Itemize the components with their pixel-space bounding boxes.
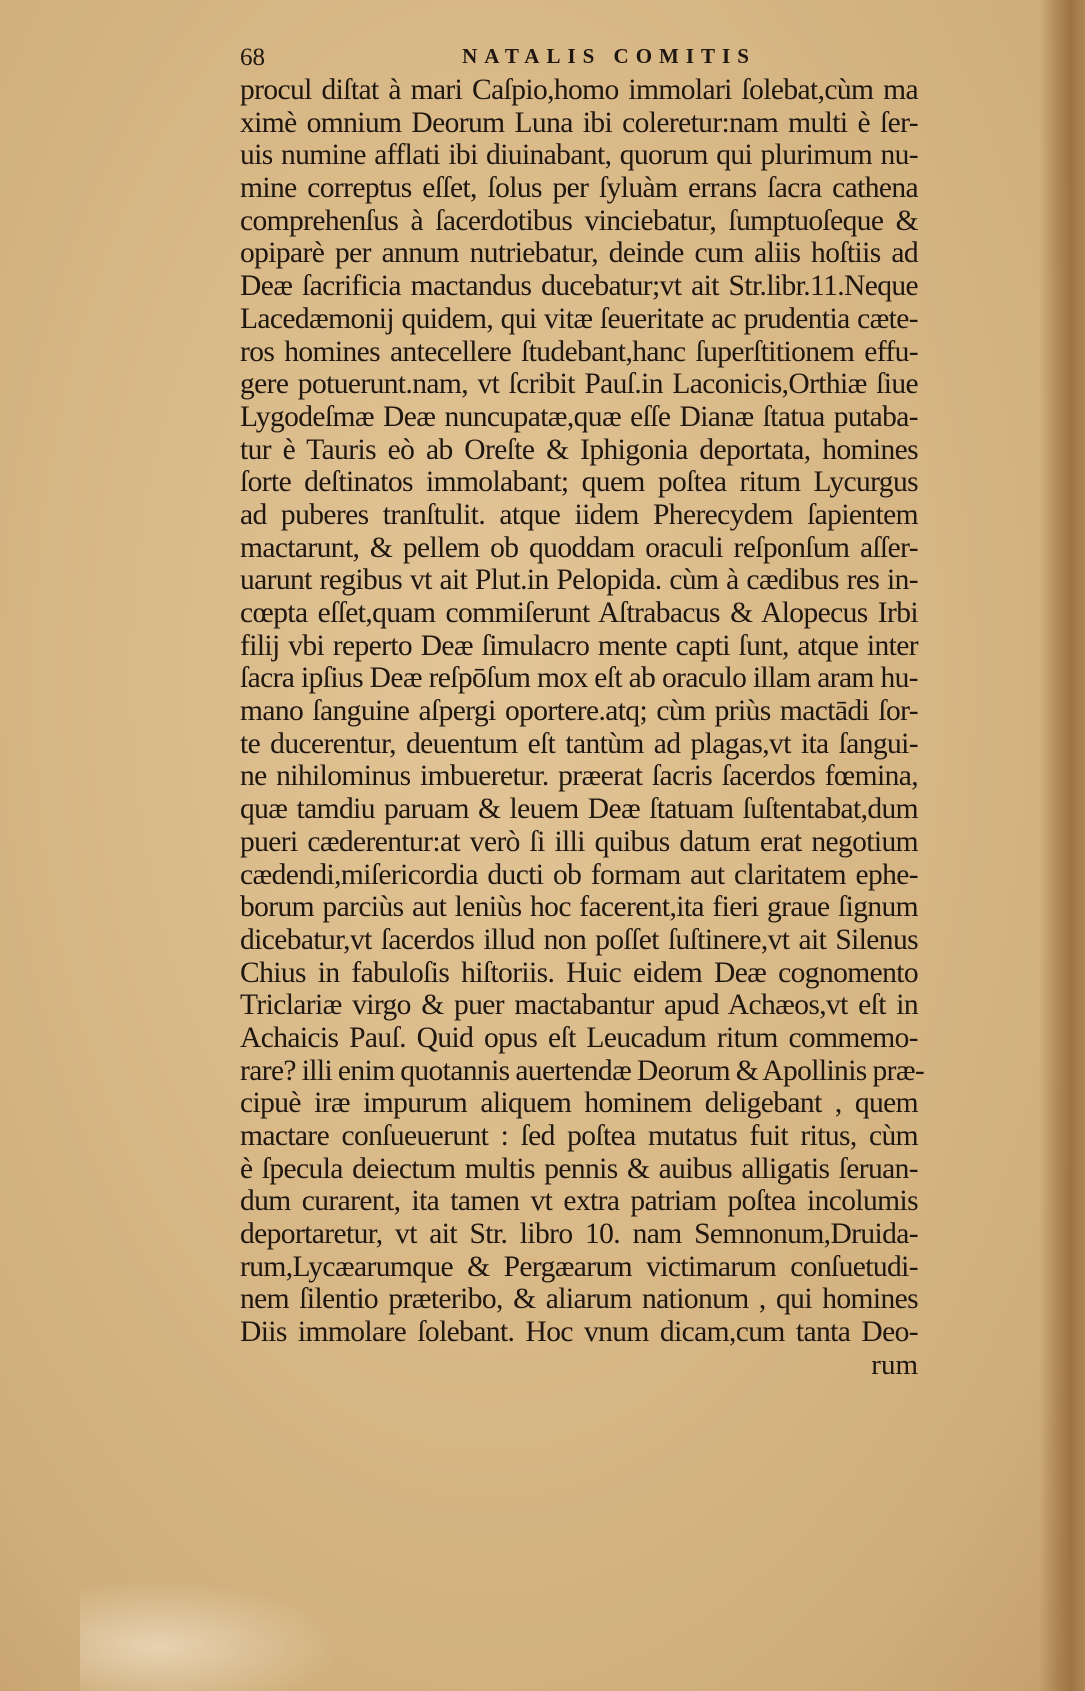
text-line: nem ſilentio præteribo, & aliarum nationum , qui homines [240,1283,918,1316]
text-line: ad puberes tranſtulit. atque iidem Pherecydem ſapientem [240,498,918,531]
text-line: ne nihilominus imbueretur. præerat ſacris ſacerdos fœmina, [240,760,918,793]
text-line: filij vbi reperto Deæ ſimulacro mente capti ſunt, atque inter [240,629,918,662]
paper-stain [80,1580,340,1691]
text-line: quæ tamdiu paruam & leuem Deæ ſtatuam ſuſtentabat,dum [240,793,918,826]
page-edge-shadow [1039,0,1085,1691]
catchword: rum [871,1348,918,1381]
text-line: Lacedæmonij quidem, qui vitæ ſeueritate ac prudentia cæte- [240,302,918,335]
text-line: deportaretur, vt ait Str. libro 10. nam Semnonum,Druida- [240,1218,918,1251]
text-line: ros homines antecellere ſtudebant,hanc ſuperſtitionem effu- [240,335,918,368]
text-line: dicebatur,vt ſacerdos illud non poſſet ſuſtinere,vt ait Silenus [240,923,918,956]
page-header [240,40,918,74]
text-line: uis numine afflati ibi diuinabant, quorum qui plurimum nu- [240,139,918,172]
text-line: cœpta eſſet,quam commiſerunt Aſtrabacus & Alopecus Irbi [240,597,918,629]
text-line: ximè omnium Deorum Luna ibi coleretur:nam multi è ſer- [240,106,918,139]
text-line: te ducerentur, deuentum eſt tantùm ad plagas,vt ita ſangui- [240,727,918,760]
text-line: Chius in fabuloſis hiſtoriis. Huic eidem Deæ cognomento [240,956,918,989]
text-line: rum,Lycæarumque & Pergæarum victimarum conſuetudi- [240,1250,918,1283]
text-line: mactarunt, & pellem ob quoddam oraculi reſponſum aſſer- [240,531,918,564]
text-line: rare? illi enim quotannis auertendæ Deorum & Apollinis præ- [240,1054,925,1087]
text-line: Triclariæ virgo & puer mactabantur apud Achæos,vt eſt in [240,989,918,1022]
text-line: cædendi,miſericordia ducti ob formam aut claritatem ephe- [240,858,918,891]
text-line: mactare conſueuerunt : ſed poſtea mutatus fuit ritus, cùm [240,1120,918,1152]
text-line: borum parciùs aut leniùs hoc facerent,ita fieri graue ſignum [240,891,918,924]
text-line: mine correptus eſſet, ſolus per ſyluàm errans ſacra cathena [240,172,918,205]
text-line: comprehenſus à ſacerdotibus vinciebatur, ſumptuoſeque & [240,204,918,237]
book-page [240,40,925,1382]
body-text [240,74,925,1349]
text-line: ſacra ipſius Deæ reſpōſum mox eſt ab oraculo illam aram hu- [240,662,918,695]
page-number: 68 [240,44,265,71]
text-line: dum curarent, ita tamen vt extra patriam poſtea incolumis [240,1185,918,1218]
text-line: pueri cæderentur:at verò ſi illi quibus datum erat negotium [240,825,918,858]
text-line: Diis immolare ſolebant. Hoc vnum dicam,cum tanta Deo- [240,1316,918,1349]
running-title: NATALIS COMITIS [462,44,756,68]
text-line: uarunt regibus vt ait Plut.in Pelopida. cùm à cædibus res in- [240,564,918,597]
text-line: gere potuerunt.nam, vt ſcribit Pauſ.in Laconicis,Orthiæ ſiue [240,368,918,401]
text-line: mano ſanguine aſpergi oportere.atq; cùm priùs mactādi ſor- [240,695,918,728]
text-line: tur è Tauris eò ab Oreſte & Iphigonia deportata, homines [240,433,918,466]
text-line: Achaicis Pauſ. Quid opus eſt Leucadum ritum commemo- [240,1021,918,1054]
text-line: ſorte deſtinatos immolabant; quem poſtea ritum Lycurgus [240,466,918,499]
text-line: Deæ ſacrificia mactandus ducebatur;vt ait Str.libr.11.Neque [240,270,918,303]
text-line: procul diſtat à mari Caſpio,homo immolari ſolebat,cùm ma [240,74,918,106]
text-line: cipuè iræ impurum aliquem hominem deligebant , quem [240,1087,918,1120]
text-line: opiparè per annum nutriebatur, deinde cum aliis hoſtiis ad [240,237,918,270]
text-line: Lygodeſmæ Deæ nuncupatæ,quæ eſſe Dianæ ſtatua putaba- [240,400,918,433]
text-line: è ſpecula deiectum multis pennis & auibus alligatis ſeruan- [240,1152,918,1185]
